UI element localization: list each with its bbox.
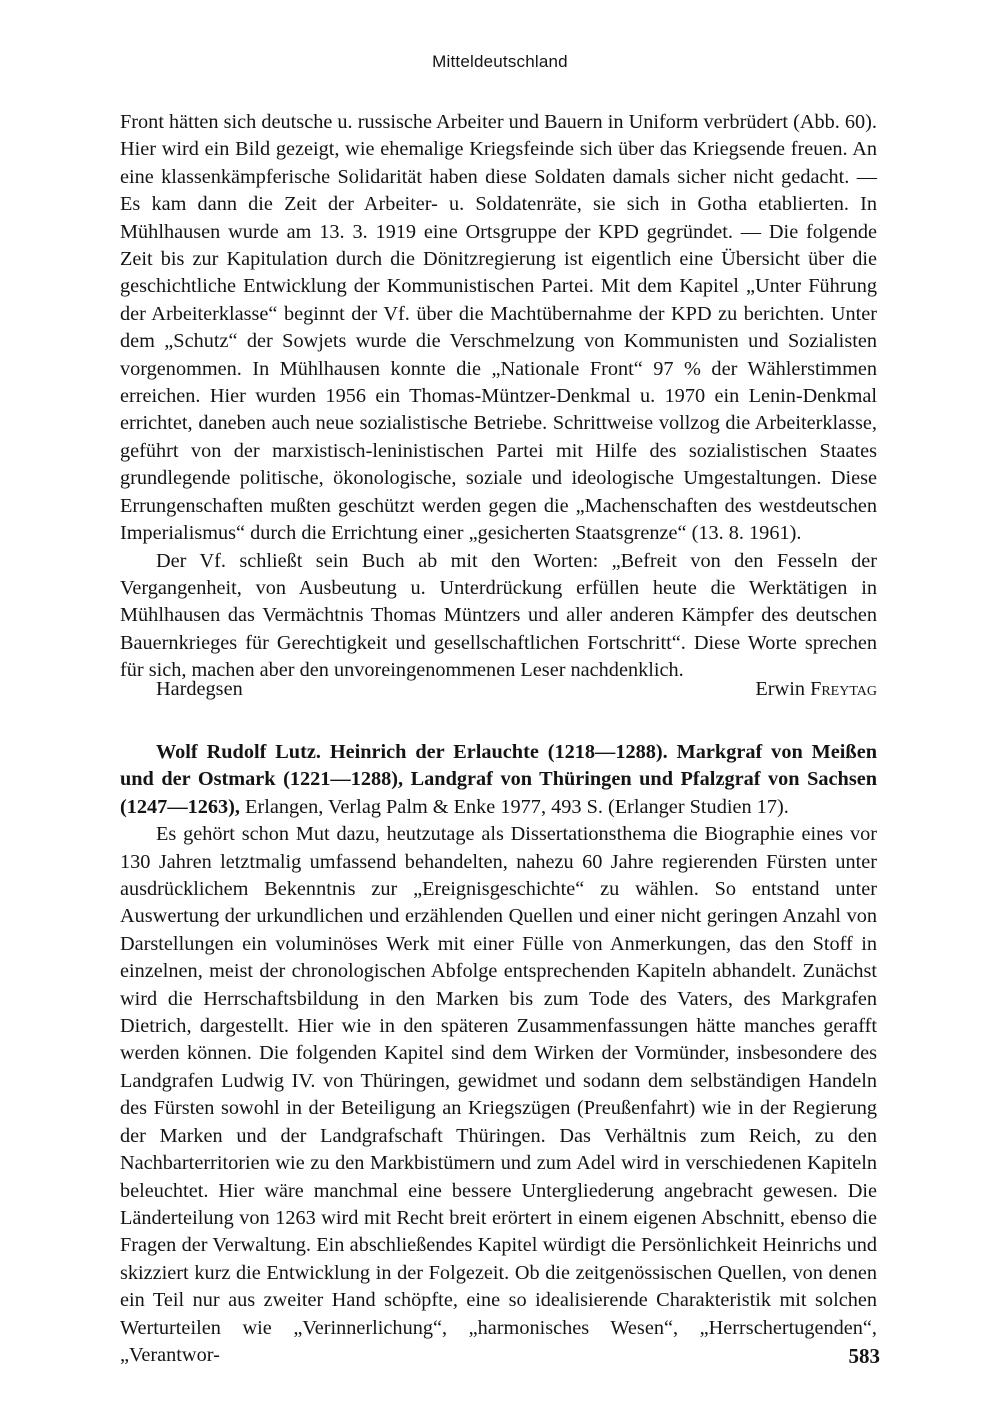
review-1-reviewer [755, 676, 877, 703]
running-header: Mitteldeutschland [432, 52, 568, 71]
review-2-publication-details: Erlangen, Verlag Palm & Enke 1977, 493 S. (Erlanger Studien 17). [239, 795, 789, 818]
review-2-citation [120, 739, 877, 821]
review-2-book-title: Wolf Rudolf Lutz. Heinrich der Erlauchte (1218—1288). Markgraf von Meißen und der Ostmark (1221—1288), Landgraf von Thüringen und Pfalzgraf von Sachsen (1247—1263), [120, 741, 877, 818]
reviewer-last-name: Freytag [810, 678, 877, 700]
review-1-place: Hardegsen [156, 678, 243, 700]
page-number: 583 [848, 1344, 880, 1368]
review-1-signature [156, 676, 877, 703]
review-1-paragraph-2: Der Vf. schließt sein Buch ab mit den Worten: „Befreit von den Fesseln der Vergangenheit, von Ausbeutung u. Unterdrückung erfüllen heute die Werktätigen in Mühlhausen das Vermächtnis Thomas Müntzers und aller anderen Kämpfer des deutschen Bauernkrieges für Gerechtigkeit und gesellschaftlichen Fortschritt“. Diese Worte sprechen für sich, machen aber den unvoreingenommenen Leser nachdenklich. [120, 549, 877, 682]
review-2 [120, 739, 877, 1369]
review-1-body [120, 109, 877, 685]
reviewer-first-name: Erwin [755, 678, 805, 700]
review-1-paragraph-1: Front hätten sich deutsche u. russische Arbeiter und Bauern in Uniform verbrüdert (Abb. 60). Hier wird ein Bild gezeigt, wie ehemalige Kriegsfeinde sich über das Kriegsende freuen. An eine klassenkämpferische Solidarität haben diese Soldaten damals sicher nicht gedacht. — Es kam dann die Zeit der Arbeiter- u. Soldatenräte, sie sich in Gotha etablierten. In Mühlhausen wurde am 13. 3. 1919 eine Ortsgruppe der KPD gegründet. — Die folgende Zeit bis zur Kapitulation durch die Dönitzregierung ist eigentlich eine Übersicht über die geschichtliche Entwicklung der Kommunistischen Partei. Mit dem Kapitel „Unter Führung der Arbeiterklasse“ beginnt der Vf. über die Machtübernahme der KPD zu berichten. Unter dem „Schutz“ der Sowjets wurde die Verschmelzung von Kommunisten und Sozialisten vorgenommen. In Mühlhausen konnte die „Nationale Front“ 97 % der Wählerstimmen erreichen. Hier wurden 1956 ein Thomas-Müntzer-Denkmal u. 1970 ein Lenin-Denkmal errichtet, daneben auch neue sozialistische Betriebe. Schrittweise vollzog die Arbeiterklasse, geführt von der marxistisch-leninistischen Partei mit Hilfe des sozialistischen Staates grundlegende politische, ökonologische, soziale und ideologische Umgestaltungen. Diese Errungenschaften mußten geschützt werden gegen die „Machenschaften des westdeutschen Imperialismus“ durch die Errichtung einer „gesicherten Staatsgrenze“ (13. 8. 1961). [120, 111, 877, 545]
review-2-paragraph-1: Es gehört schon Mut dazu, heutzutage als Dissertationsthema die Biographie eines vor 130 Jahren letztmalig umfassend behandelten, nahezu 60 Jahre regierenden Fürsten unter ausdrücklichem Bekenntnis zur „Ereignisgeschichte“ zu wählen. So entstand unter Auswertung der urkundlichen und erzählenden Quellen und einer nicht geringen Anzahl von Darstellungen ein voluminöses Werk mit einer Fülle von Anmerkungen, das den Stoff in einzelnen, meist der chronologischen Abfolge entsprechenden Kapiteln abhandelt. Zunächst wird die Herrschaftsbildung in den Marken bis zum Tode des Vaters, des Markgrafen Dietrich, dargestellt. Hier wie in den späteren Zusammenfassungen hätte manches gerafft werden können. Die folgenden Kapitel sind dem Wirken der Vormünder, insbesondere des Landgrafen Ludwig IV. von Thüringen, gewidmet und sodann dem selbständigen Handeln des Fürsten sowohl in der Beteiligung an Kriegszügen (Preußenfahrt) wie in der Regierung der Marken und der Landgrafschaft Thüringen. Das Verhältnis zum Reich, zu den Nachbarterritorien wie zu den Markbistümern und zum Adel wird in verschiedenen Kapiteln beleuchtet. Hier wäre manchmal eine bessere Untergliederung angebracht gewesen. Die Länderteilung von 1263 wird mit Recht breit erörtert in einem eigenen Abschnitt, ebenso die Fragen der Verwaltung. Ein abschließendes Kapitel würdigt die Persönlichkeit Heinrichs und skizziert kurz die Entwicklung in der Folgezeit. Ob die zeitgenössischen Quellen, von denen ein Teil nur aus zweiter Hand schöpfte, eine so idealisierende Charakteristik mit solchen Werturteilen wie „Verinnerlichung“, „harmonisches Wesen“, „Herrschertugenden“, „Verantwor- [120, 823, 877, 1366]
